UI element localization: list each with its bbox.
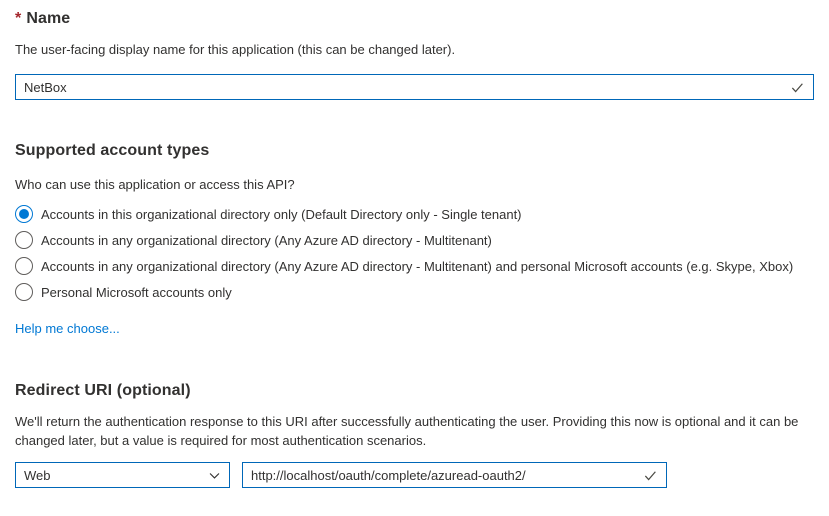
redirect-uri-title: Redirect URI (optional) — [15, 382, 191, 399]
redirect-uri-row — [15, 462, 814, 488]
account-type-option-label: Accounts in this organizational directory only (Default Directory only - Single tenant) — [41, 206, 522, 222]
account-type-option-personal-only[interactable] — [15, 279, 814, 305]
chevron-down-icon — [208, 469, 221, 482]
validation-check-icon — [790, 80, 805, 95]
account-types-question: Who can use this application or access this API? — [15, 177, 295, 192]
radio-icon[interactable] — [15, 231, 33, 249]
redirect-uri-field-wrapper — [242, 462, 667, 488]
name-description: The user-facing display name for this application (this can be changed later). — [15, 42, 456, 57]
account-types-title: Supported account types — [15, 142, 210, 159]
account-type-option-label: Accounts in any organizational directory (Any Azure AD directory - Multitenant) — [41, 232, 492, 248]
name-section-title — [15, 10, 814, 28]
help-me-choose-link[interactable]: Help me choose... — [15, 321, 120, 336]
name-section-title-text: Name — [26, 10, 71, 27]
account-type-option-single-tenant[interactable] — [15, 201, 814, 227]
platform-select-value: Web — [24, 467, 51, 483]
name-field-wrapper — [15, 74, 814, 100]
account-type-option-label: Personal Microsoft accounts only — [41, 284, 232, 300]
radio-icon[interactable] — [15, 205, 33, 223]
account-type-option-label: Accounts in any organizational directory (Any Azure AD directory - Multitenant) and personal Microsoft accounts (e.g. Skype, Xbox) — [41, 258, 794, 274]
validation-check-icon — [643, 468, 658, 483]
account-type-option-multitenant[interactable] — [15, 227, 814, 253]
name-input[interactable] — [24, 80, 782, 95]
redirect-uri-input[interactable] — [251, 468, 635, 483]
platform-select[interactable] — [15, 462, 230, 488]
account-type-option-multitenant-personal[interactable] — [15, 253, 814, 279]
radio-icon[interactable] — [15, 283, 33, 301]
required-marker: * — [15, 10, 22, 27]
account-types-radio-group — [15, 201, 814, 305]
radio-icon[interactable] — [15, 257, 33, 275]
redirect-uri-description: We'll return the authentication response to this URI after successfully authenticating the user. Providing this now is optional and it can be changed later, but a value is required for most authentication scenarios. — [15, 414, 799, 448]
